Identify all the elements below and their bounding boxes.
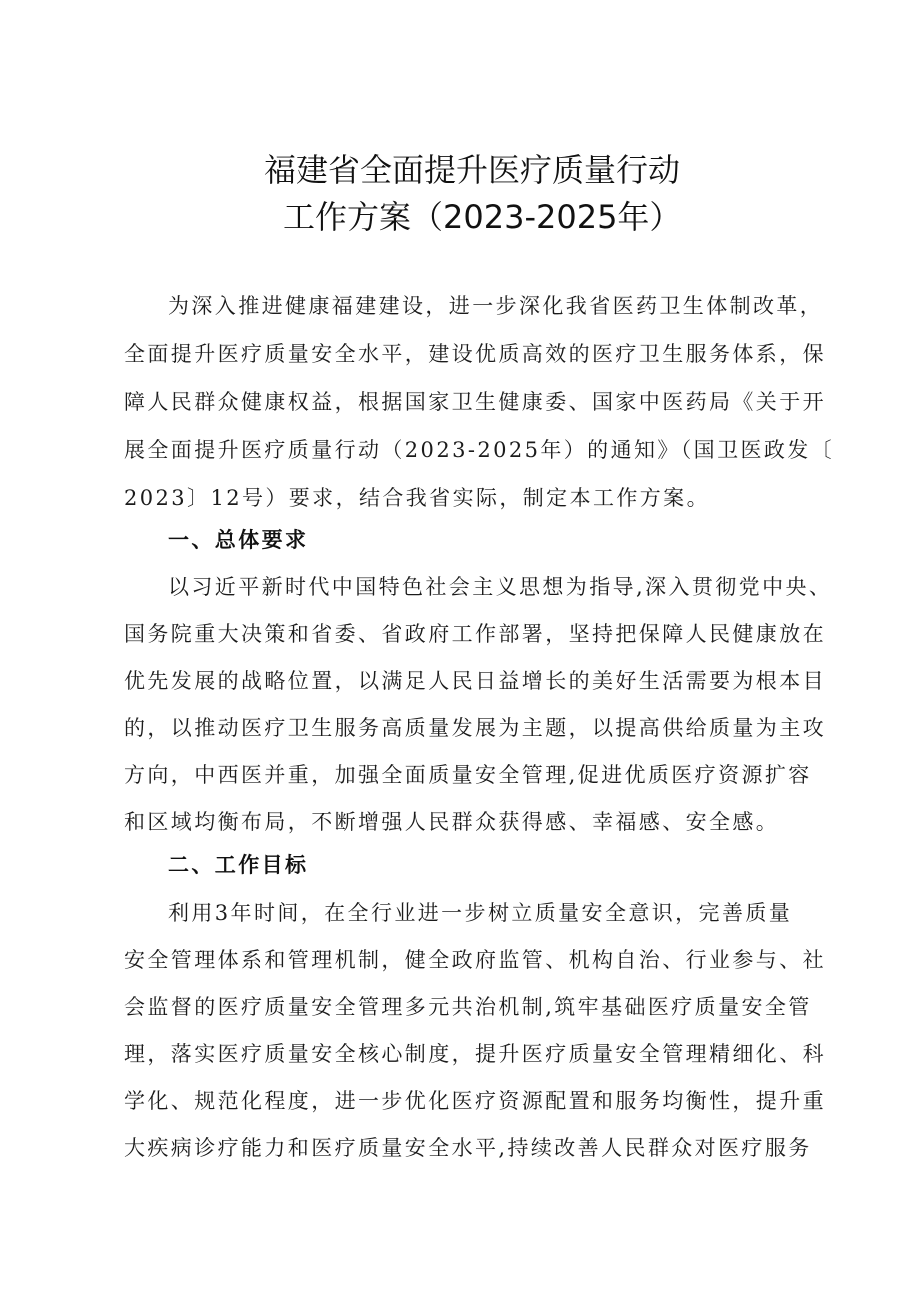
intro-line: 为深入推进健康福建建设，进一步深化我省医药卫生体制改革， (168, 294, 824, 318)
section-1-line: 优先发展的战略位置，以满足人民日益增长的美好生活需要为根本目 (124, 669, 826, 693)
intro-line: 全面提升医疗质量安全水平，建设优质高效的医疗卫生服务体系，保 (124, 342, 826, 366)
intro-line: 障人民群众健康权益，根据国家卫生健康委、国家中医药局《关于开 (124, 390, 826, 414)
intro-line: 2023〕12号）要求，结合我省实际，制定本工作方案。 (124, 486, 710, 510)
section-1-line: 以习近平新时代中国特色社会主义思想为指导,深入贯彻党中央、 (168, 575, 833, 599)
section-1-line: 国务院重大决策和省委、省政府工作部署，坚持把保障人民健康放在 (124, 622, 826, 646)
section-1-line: 方向，中西医并重，加强全面质量安全管理,促进优质医疗资源扩容 (124, 763, 812, 787)
document-title-line-2: 工作方案（2023-2025年） (283, 198, 682, 236)
section-2-line: 大疾病诊疗能力和医疗质量安全水平,持续改善人民群众对医疗服务 (124, 1136, 812, 1160)
section-1-line: 和区域均衡布局，不断增强人民群众获得感、幸福感、安全感。 (124, 810, 780, 834)
section-1-line: 的，以推动医疗卫生服务高质量发展为主题，以提高供给质量为主攻 (124, 716, 826, 740)
section-2-line: 安全管理体系和管理机制，健全政府监管、机构自治、行业参与、社 (124, 948, 826, 972)
section-2-line: 会监督的医疗质量安全管理多元共治机制,筑牢基础医疗质量安全管 (124, 995, 812, 1019)
section-2-line: 学化、规范化程度，进一步优化医疗资源配置和服务均衡性，提升重 (124, 1089, 826, 1113)
intro-line: 展全面提升医疗质量行动（2023-2025年）的通知》（国卫医政发〔 (124, 438, 835, 462)
section-heading-work-goals: 二、工作目标 (168, 852, 309, 877)
section-2-line: 理，落实医疗质量安全核心制度，提升医疗质量安全管理精细化、科 (124, 1042, 826, 1066)
section-2-line: 利用3年时间，在全行业进一步树立质量安全意识，完善质量 (168, 901, 793, 925)
section-heading-general-requirements: 一、总体要求 (168, 527, 309, 552)
document-title-line-1: 福建省全面提升医疗质量行动 (264, 151, 681, 189)
